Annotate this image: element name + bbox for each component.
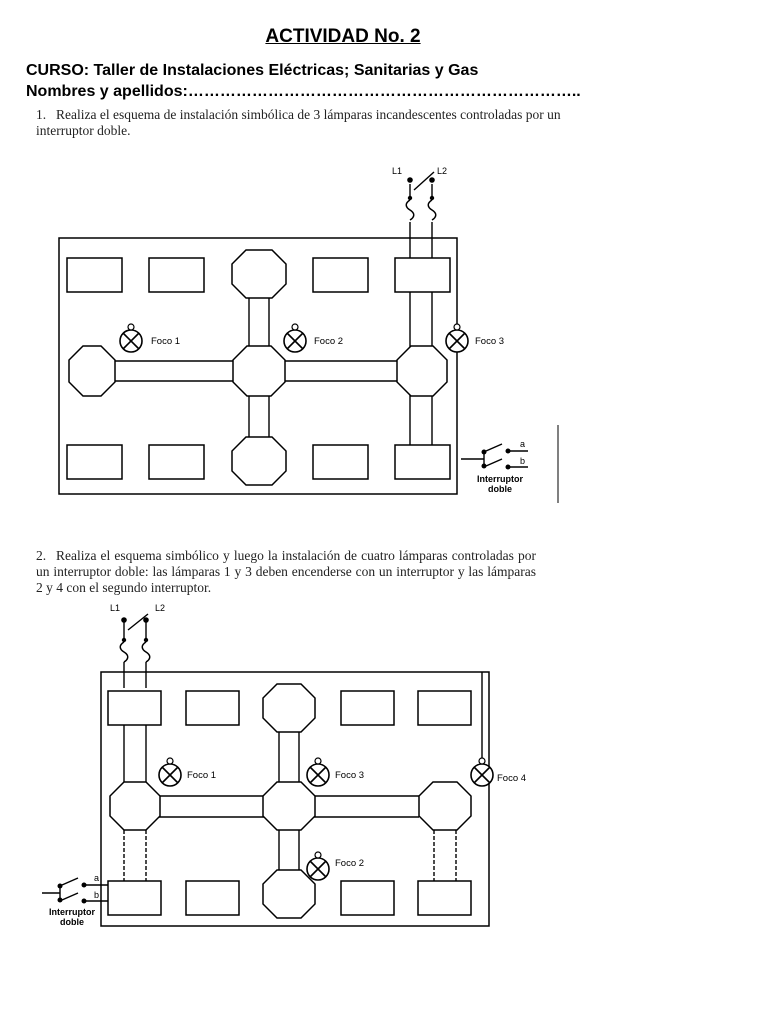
line-label-l1: L1 bbox=[110, 603, 121, 613]
octagon-box bbox=[69, 346, 115, 396]
terminal-dot bbox=[482, 464, 487, 469]
terminal-dot bbox=[82, 899, 87, 904]
lamp-label: Foco 1 bbox=[187, 770, 217, 781]
terminal-dot bbox=[430, 196, 434, 200]
octagon-box bbox=[232, 250, 286, 298]
lamp-label: Foco 4 bbox=[497, 773, 527, 784]
switch-box bbox=[395, 258, 450, 292]
lamp-label: Foco 3 bbox=[335, 770, 365, 781]
terminal-dot bbox=[58, 884, 63, 889]
box bbox=[341, 691, 394, 725]
switch-caption: doble bbox=[60, 917, 84, 927]
lamp-icon bbox=[307, 852, 329, 880]
name-line: Nombres y apellidos:……………………………………………………………….. bbox=[26, 83, 581, 100]
box bbox=[149, 258, 204, 292]
box bbox=[418, 881, 471, 915]
terminal-dot bbox=[429, 177, 435, 183]
switch-label-b: b bbox=[520, 456, 526, 466]
box bbox=[67, 445, 122, 479]
fuse-icon bbox=[406, 200, 414, 220]
terminal-dot bbox=[408, 196, 412, 200]
switch-label-a: a bbox=[520, 439, 526, 449]
fuse-icon bbox=[428, 200, 436, 220]
terminal-dot bbox=[143, 617, 149, 623]
octagon-box bbox=[263, 782, 315, 830]
terminal-dot bbox=[482, 450, 487, 455]
course-line: CURSO: Taller de Instalaciones Eléctricas; Sanitarias y Gas bbox=[26, 62, 479, 79]
lamp-icon bbox=[120, 324, 142, 352]
question-2-number: 2. bbox=[36, 548, 47, 563]
switch-caption: Interruptor bbox=[49, 907, 95, 917]
octagon-box bbox=[110, 782, 160, 830]
switch-caption: doble bbox=[488, 484, 512, 494]
octagon-box bbox=[232, 437, 286, 485]
box bbox=[341, 881, 394, 915]
lamp-label: Foco 1 bbox=[151, 336, 181, 347]
switch-label-b: b bbox=[94, 890, 100, 900]
question-1-text: Realiza el esquema de instalación simbólica de 3 lámparas incandescentes controladas por un interruptor doble. bbox=[36, 107, 561, 138]
box bbox=[313, 258, 368, 292]
box bbox=[186, 881, 239, 915]
line-label-l2: L2 bbox=[155, 603, 166, 613]
diagram-2 bbox=[42, 603, 526, 927]
lamp-icon bbox=[446, 324, 468, 352]
lamp-label: Foco 2 bbox=[314, 336, 344, 347]
octagon-box bbox=[397, 346, 447, 396]
lamp-label: Foco 3 bbox=[475, 336, 505, 347]
line-label-l2: L2 bbox=[437, 166, 448, 176]
box bbox=[186, 691, 239, 725]
terminal-dot bbox=[58, 898, 63, 903]
terminal-dot bbox=[506, 465, 511, 470]
box bbox=[418, 691, 471, 725]
switch-box bbox=[108, 691, 161, 725]
switch-box bbox=[108, 881, 161, 915]
question-2-text: Realiza el esquema simbólico y luego la instalación de cuatro lámparas controladas por un interruptor doble: las lámparas 1 y 3 deben encenderse con un interruptor y las lámparas 2 y 4 con el segundo interruptor. bbox=[36, 548, 536, 595]
switch-label-a: a bbox=[94, 873, 100, 883]
box bbox=[149, 445, 204, 479]
lamp-icon bbox=[284, 324, 306, 352]
lamp-icon bbox=[307, 758, 329, 786]
diagram-1 bbox=[59, 166, 558, 503]
terminal-dot bbox=[82, 883, 87, 888]
box bbox=[313, 445, 368, 479]
question-1-number: 1. bbox=[36, 107, 47, 122]
line-label-l1: L1 bbox=[392, 166, 403, 176]
terminal-dot bbox=[144, 638, 148, 642]
octagon-box bbox=[233, 346, 285, 396]
lamp-label: Foco 2 bbox=[335, 858, 365, 869]
fuse-icon bbox=[142, 642, 150, 662]
box bbox=[67, 258, 122, 292]
terminal-dot bbox=[407, 177, 413, 183]
lamp-icon bbox=[159, 758, 181, 786]
octagon-box bbox=[419, 782, 471, 830]
octagon-box bbox=[263, 870, 315, 918]
switch-box bbox=[395, 445, 450, 479]
terminal-dot bbox=[122, 638, 126, 642]
double-switch-1 bbox=[461, 444, 528, 467]
terminal-dot bbox=[121, 617, 127, 623]
octagon-box bbox=[263, 684, 315, 732]
page-title: ACTIVIDAD No. 2 bbox=[265, 26, 421, 47]
fuse-icon bbox=[120, 642, 128, 662]
switch-caption: Interruptor bbox=[477, 474, 523, 484]
terminal-dot bbox=[506, 449, 511, 454]
